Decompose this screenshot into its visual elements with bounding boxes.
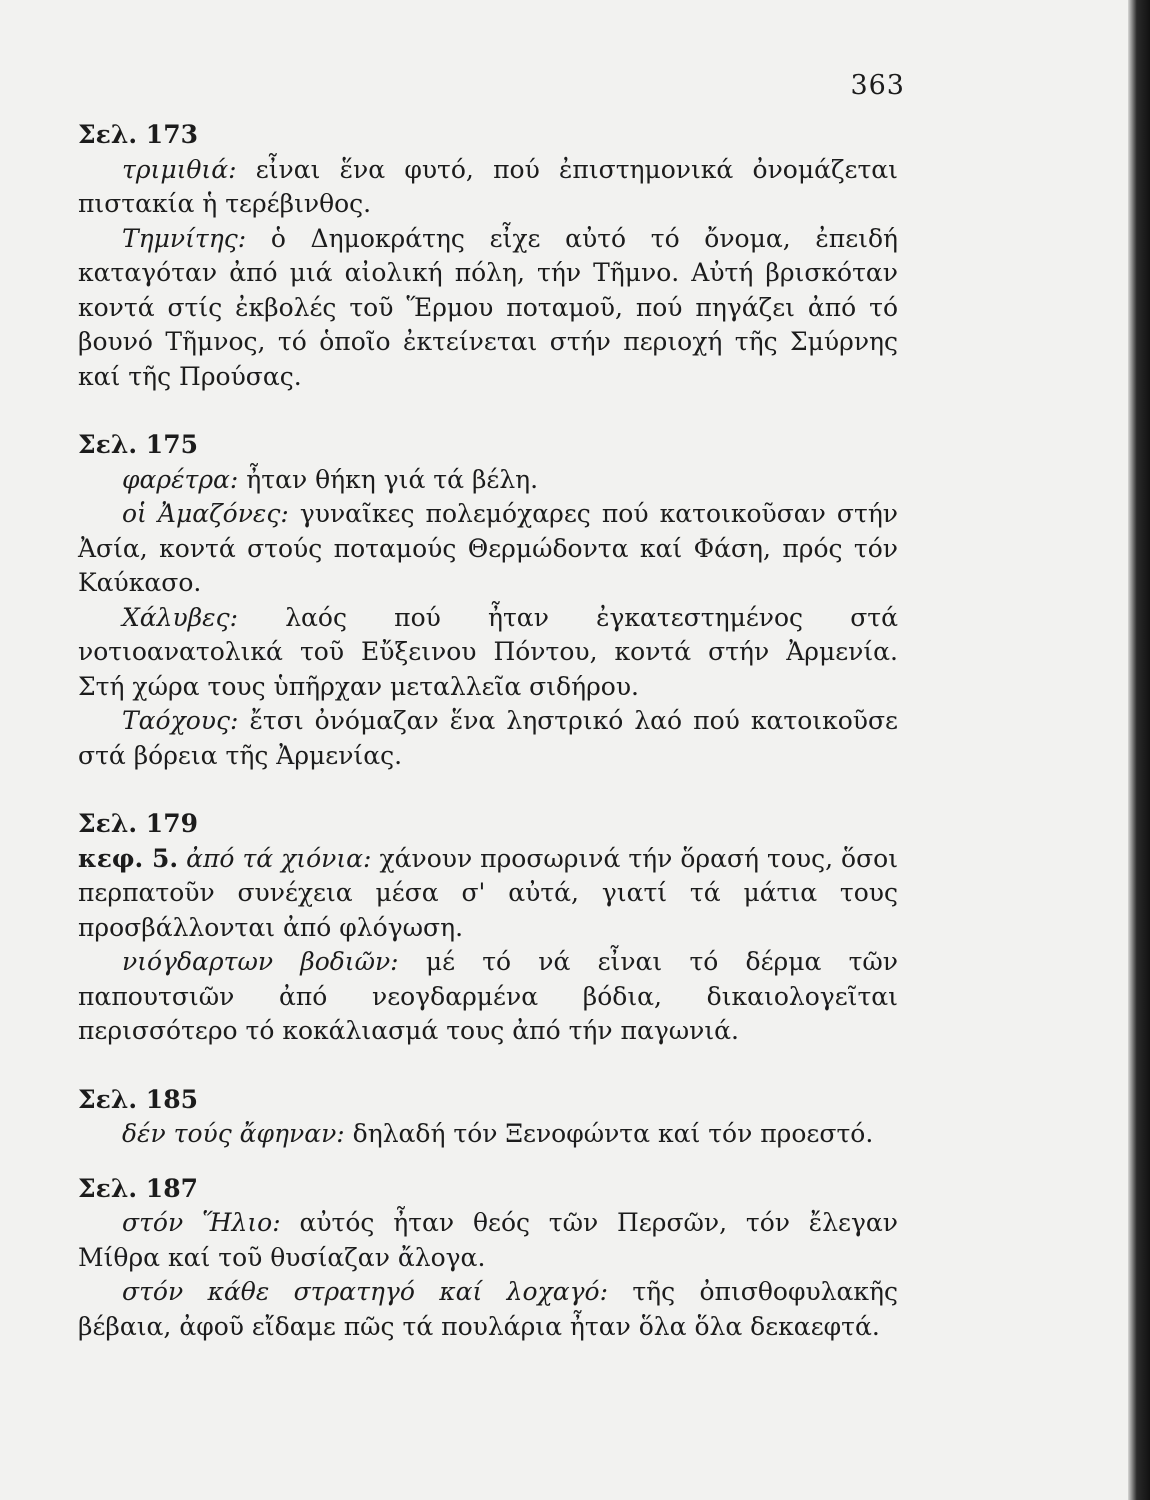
entry-term: ἀπό τά χιόνια: — [178, 843, 372, 873]
glossary-entry — [78, 1206, 898, 1275]
page-number: 363 — [850, 70, 905, 101]
glossary-entry — [78, 497, 898, 601]
section-heading: Σελ. 187 — [78, 1173, 198, 1203]
entry-text: δηλαδή τόν Ξενοφώντα καί τόν προεστό. — [344, 1119, 874, 1148]
entry-term: φαρέτρα: — [122, 464, 239, 494]
section-heading: Σελ. 173 — [78, 120, 198, 149]
entry-text: γυναῖκες πολεμόχαρες πού κατοικοῦσαν στήν Ἀσία, κοντά στούς ποταμούς Θερμώδοντα καί Φάση, πρός τόν Καύκασο. — [78, 499, 898, 597]
entry-text: ἦταν θήκη γιά τά βέλη. — [238, 464, 539, 494]
entry-term: τριμιθιά: — [122, 154, 237, 184]
page-edge-shadow — [1128, 0, 1150, 1500]
glossary-entry — [78, 222, 898, 395]
glossary-entry — [78, 945, 898, 1049]
glossary-entry — [78, 1117, 898, 1152]
entry-term: νιόγδαρτων βοδιῶν: — [122, 947, 399, 976]
entry-term: Τημνίτης: — [122, 223, 247, 253]
entry-text: ἔτσι ὀνόμαζαν ἕνα ληστρικό λαό πού κατοικοῦσε στά βόρεια τῆς Ἀρμενίας. — [78, 706, 898, 770]
entry-text: ὁ Δημοκράτης εἶχε αὐτό τό ὄνομα, ἐπειδή καταγόταν ἀπό μιά αἰολική πόλη, τήν Τῆμνο. Αὐτή βρισκόταν κοντά στίς ἐκβολές τοῦ Ἕρμου ποταμοῦ, πού πηγάζει ἀπό τό βουνό Τῆμνος, τό ὁποῖο ἐκτείνεται στήν περιοχή τῆς Σμύρνης καί τῆς Προύσας. — [78, 223, 898, 391]
glossary-entry — [78, 1275, 898, 1344]
entry-text: εἶναι ἕνα φυτό, πού ἐπιστημονικά ὀνομάζεται πιστακία ἡ τερέβινθος. — [78, 154, 898, 218]
section-heading: Σελ. 185 — [78, 1084, 198, 1114]
entry-term: στόν κάθε στρατηγό καί λοχαγό: — [122, 1277, 608, 1306]
entry-text: λαός πού ἦταν ἐγκατεστημένος στά νοτιοανατολικά τοῦ Εὔξεινου Πόντου, κοντά στήν Ἀρμενία. Στή χώρα τους ὑπῆρχαν μεταλλεῖα σιδήρου. — [78, 602, 898, 701]
glossary-entry — [78, 704, 898, 773]
entry-term: Ταόχους: — [122, 706, 239, 735]
entry-text: αὐτός ἦταν θεός τῶν Περσῶν, τόν ἔλεγαν Μίθρα καί τοῦ θυσίαζαν ἄλογα. — [78, 1208, 899, 1272]
glossary-entry — [78, 153, 898, 222]
page-body — [78, 118, 898, 1344]
entry-text: χάνουν προσωρινά τήν ὅρασή τους, ὅσοι περπατοῦν συνέχεια μέσα σ' αὐτά, γιατί τά μάτια τους προσβάλλονται ἀπό φλόγωση. — [78, 843, 899, 942]
entry-text: μέ τό νά εἶναι τό δέρμα τῶν παπουτσιῶν ἀπό νεογδαρμένα βόδια, δικαιολογεῖται περισσότερο τό κοκάλιασμά τους ἀπό τήν παγωνιά. — [78, 947, 898, 1045]
glossary-entry — [78, 463, 898, 498]
glossary-entry — [78, 842, 898, 946]
entry-term: Χάλυβες: — [122, 602, 239, 632]
section-heading: Σελ. 179 — [78, 809, 198, 838]
entry-term: στόν Ἥλιο: — [122, 1208, 281, 1237]
entry-term: οἱ Ἀμαζόνες: — [122, 499, 289, 528]
chapter-label: κεφ. 5. — [78, 843, 179, 873]
section-heading: Σελ. 175 — [78, 430, 198, 459]
entry-text: τῆς ὀπισθοφυλακῆς βέβαια, ἀφοῦ εἴδαμε πῶς τά πουλάρια ἦταν ὅλα ὅλα δεκαεφτά. — [78, 1277, 898, 1341]
entry-term: δέν τούς ἄφηναν: — [122, 1119, 345, 1148]
glossary-entry — [78, 601, 898, 705]
